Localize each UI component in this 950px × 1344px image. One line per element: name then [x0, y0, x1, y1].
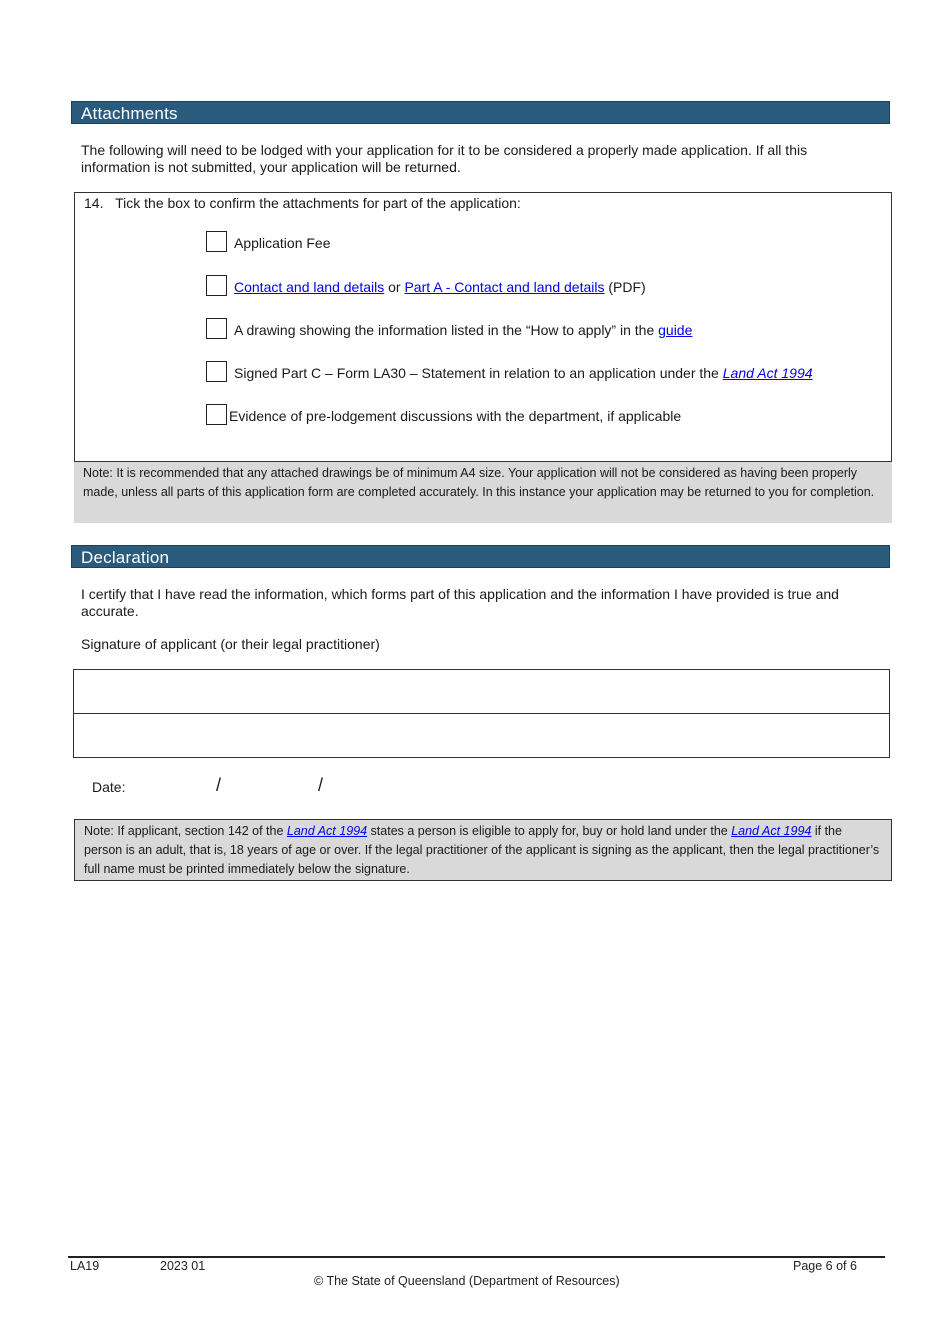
signed-part-c-label: Signed Part C – Form LA30 – Statement in relation to an application under the [234, 365, 723, 381]
date-separator-1: / [216, 775, 222, 795]
declaration-heading: Declaration [71, 545, 890, 568]
attachment-item-fee [206, 231, 331, 252]
date-separator-2: / [318, 775, 324, 795]
declaration-note-part2: states a person is eligible to apply for, buy or hold land under the [367, 824, 732, 838]
part-a-contact-link[interactable]: Part A - Contact and land details [404, 279, 605, 295]
drawing-label: A drawing showing the information listed in the “How to apply” in the [234, 322, 659, 338]
attachment-item-drawing [206, 318, 692, 339]
signature-label: Signature of applicant (or their legal practitioner) [81, 636, 380, 652]
attachment-item-signed [206, 361, 813, 382]
signature-field[interactable] [73, 669, 890, 714]
attachments-note: Note: It is recommended that any attached drawings be of minimum A4 size. Your application will not be considered as having been properly made, unless all parts of this application form are completed accurately. In this instance your application may be returned to you for completion. [74, 461, 892, 523]
question-number: 14. [84, 195, 104, 211]
contact-or-text: or [384, 279, 405, 295]
land-act-link-2[interactable]: Land Act 1994 [731, 824, 812, 838]
attachments-intro: The following will need to be lodged with your application for it to be considered a properly made application. If all this information is not submitted, your application will be returned. [81, 142, 808, 175]
pdf-suffix: (PDF) [604, 279, 646, 295]
date-label: Date: [92, 779, 126, 795]
evidence-checkbox[interactable] [206, 404, 227, 425]
signed-part-c-checkbox[interactable] [206, 361, 227, 382]
declaration-note [74, 819, 892, 881]
drawing-checkbox[interactable] [206, 318, 227, 339]
application-fee-checkbox[interactable] [206, 231, 227, 252]
attachments-checklist-box [74, 192, 892, 522]
footer-page-number: Page 6 of 6 [793, 1259, 857, 1273]
attachment-item-evidence [206, 404, 681, 425]
land-act-link[interactable]: Land Act 1994 [722, 365, 813, 381]
attachment-item-contact [206, 275, 646, 296]
declaration-note-part1: Note: If applicant, section 142 of the [84, 824, 287, 838]
contact-land-details-link[interactable]: Contact and land details [234, 279, 385, 295]
footer-version: 2023 01 [160, 1259, 206, 1273]
attachments-heading: Attachments [71, 101, 890, 124]
footer-copyright: © The State of Queensland (Department of Resources) [314, 1274, 620, 1288]
declaration-certify-text: I certify that I have read the information, which forms part of this application and the information I have provided is true and accurate. [81, 586, 839, 619]
application-fee-label: Application Fee [234, 235, 331, 251]
question-14 [84, 195, 521, 211]
land-act-link-1[interactable]: Land Act 1994 [286, 824, 368, 838]
name-field[interactable] [73, 713, 890, 758]
question-text: Tick the box to confirm the attachments for part of the application: [115, 195, 521, 211]
contact-details-checkbox[interactable] [206, 275, 227, 296]
footer-form-code: LA19 [70, 1259, 100, 1273]
footer-divider [68, 1256, 885, 1258]
evidence-label: Evidence of pre-lodgement discussions with the department, if applicable [229, 408, 682, 424]
guide-link[interactable]: guide [658, 322, 693, 338]
declaration-note-part3: if the person is an adult, that is, 18 years of age or over. If the legal practitioner of the applicant is signing as the applicant, then the legal practitioner’s full name must be printed immediately below the signature. [84, 824, 880, 876]
